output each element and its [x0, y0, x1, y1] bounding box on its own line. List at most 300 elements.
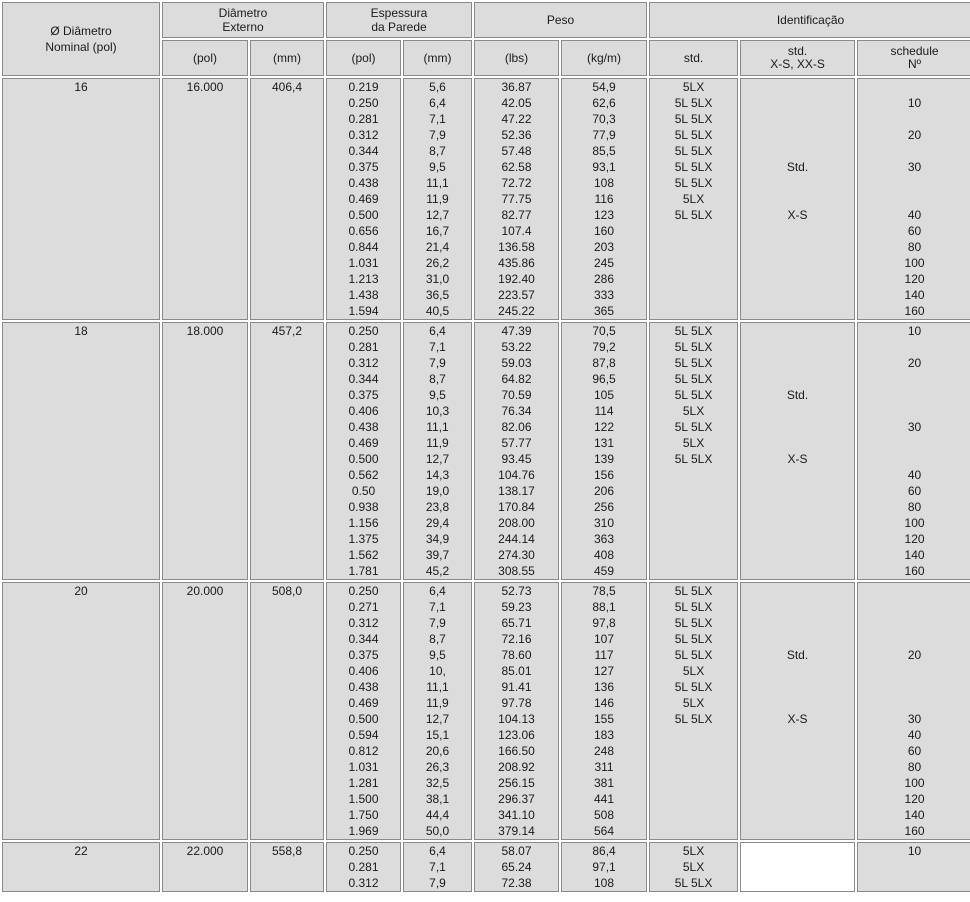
cell-value: 78,5	[592, 584, 616, 598]
cell-value: 72.38	[501, 876, 532, 890]
cell-value: 5LX	[682, 192, 705, 206]
cell-value: 408	[594, 548, 615, 562]
cell-value: 244.14	[498, 532, 535, 546]
cell-value	[650, 775, 737, 791]
cell-value: 5L 5LX	[674, 876, 713, 890]
cell-value	[650, 727, 737, 743]
cell-value: 0.344	[348, 372, 379, 386]
cell-value: 64.82	[501, 372, 532, 386]
cell-value: 341.10	[498, 808, 535, 822]
subheader-weight-lbs: (lbs)	[474, 40, 559, 76]
cell-value: 365	[594, 304, 615, 318]
cell-value	[741, 339, 854, 355]
cell-value: 50,0	[425, 824, 450, 838]
cell-value: 166.50	[498, 744, 535, 758]
cell-value: 1.375	[348, 532, 379, 546]
cell-value: 80	[907, 240, 922, 254]
cell-value: 85.01	[501, 664, 532, 678]
cell-value: 155	[594, 712, 615, 726]
cell-value: 58.07	[501, 844, 532, 858]
cell-value	[858, 435, 970, 451]
cell-value: 0.812	[348, 744, 379, 758]
cell-value: 0.312	[348, 356, 379, 370]
cell-value: 20	[907, 648, 922, 662]
cell-value: 114	[594, 404, 614, 418]
cell-value: 76.34	[501, 404, 532, 418]
cell-value: 0.250	[348, 96, 379, 110]
cell-value: 120	[904, 272, 925, 286]
table-row	[2, 322, 970, 580]
cell-value	[650, 271, 737, 287]
cell-value	[858, 631, 970, 647]
cell-value	[650, 255, 737, 271]
cell-value: 5L 5LX	[674, 388, 713, 402]
weight-lbs-values	[474, 582, 559, 840]
cell-value: 0.438	[348, 420, 379, 434]
header-external-diameter: Diâmetro Externo	[162, 2, 324, 38]
cell-value: 82.06	[501, 420, 532, 434]
cell-value: 77,9	[592, 128, 616, 142]
cell-value	[741, 759, 854, 775]
cell-value: 21,4	[425, 240, 450, 254]
cell-value: 96,5	[592, 372, 616, 386]
cell-value: 7,1	[429, 112, 446, 126]
weight-kgm-values	[561, 322, 647, 580]
cell-value	[741, 191, 854, 207]
cell-value	[650, 239, 737, 255]
cell-value: 1.213	[348, 272, 379, 286]
cell-value: 7,1	[429, 340, 446, 354]
cell-value: 5L 5LX	[674, 584, 713, 598]
cell-value: 11,9	[426, 696, 449, 710]
cell-value: 7,9	[429, 616, 446, 630]
cell-value: 70,5	[592, 324, 616, 338]
external-mm-cell: 457,2	[250, 322, 324, 580]
cell-value	[741, 515, 854, 531]
std-xs-values	[740, 78, 855, 320]
cell-value: 0.844	[348, 240, 379, 254]
cell-value: 0.406	[348, 664, 379, 678]
cell-value: 45,2	[425, 564, 450, 578]
cell-value	[741, 111, 854, 127]
cell-value: 5LX	[682, 404, 705, 418]
cell-value: 208.92	[498, 760, 535, 774]
cell-value: 0.375	[348, 160, 379, 174]
cell-value	[741, 371, 854, 387]
external-mm-cell: 406,4	[250, 78, 324, 320]
cell-value	[741, 631, 854, 647]
cell-value: 100	[904, 256, 925, 270]
cell-value: 39,7	[425, 548, 450, 562]
cell-value	[858, 143, 970, 159]
cell-value	[741, 403, 854, 419]
cell-value: 6,4	[429, 844, 446, 858]
header-weight: Peso	[474, 2, 647, 38]
cell-value	[858, 175, 970, 191]
cell-value: 156	[594, 468, 615, 482]
cell-value: 36.87	[501, 80, 532, 94]
cell-value	[741, 823, 854, 839]
cell-value	[858, 191, 970, 207]
cell-value: 0.271	[348, 600, 379, 614]
cell-value: 381	[594, 776, 615, 790]
cell-value: 0.50	[351, 484, 376, 498]
cell-value	[741, 583, 854, 599]
cell-value: 1.031	[348, 760, 379, 774]
cell-value: 0.594	[348, 728, 379, 742]
cell-value: 20	[907, 128, 922, 142]
cell-value: 122	[594, 420, 615, 434]
cell-value: 85,5	[592, 144, 616, 158]
cell-value: 223.57	[498, 288, 535, 302]
cell-value	[858, 111, 970, 127]
cell-value	[650, 807, 737, 823]
cell-value	[741, 531, 854, 547]
cell-value: 11,1	[426, 680, 449, 694]
cell-value: 160	[594, 224, 615, 238]
cell-value	[741, 807, 854, 823]
cell-value: 363	[594, 532, 615, 546]
cell-value: 47.22	[501, 112, 532, 126]
schedule-values	[857, 582, 970, 840]
cell-value: 26,3	[425, 760, 450, 774]
cell-value	[858, 79, 970, 95]
schedule-values	[857, 78, 970, 320]
cell-value: 30	[907, 160, 922, 174]
cell-value	[650, 515, 737, 531]
cell-value: 0.375	[348, 388, 379, 402]
external-mm-cell: 508,0	[250, 582, 324, 840]
cell-value: 1.969	[348, 824, 379, 838]
cell-value: 82.77	[501, 208, 532, 222]
cell-value: 62.58	[501, 160, 532, 174]
cell-value: 53.22	[501, 340, 532, 354]
cell-value: 5L 5LX	[674, 616, 713, 630]
cell-value: 140	[904, 808, 925, 822]
cell-value: 5L 5LX	[674, 144, 713, 158]
cell-value: 435.86	[498, 256, 535, 270]
cell-value: 116	[594, 192, 614, 206]
weight-lbs-values	[474, 322, 559, 580]
cell-value	[741, 547, 854, 563]
cell-value: 6,4	[429, 324, 446, 338]
cell-value: 10	[907, 844, 922, 858]
cell-value: 70.59	[501, 388, 532, 402]
thickness-pol-values	[326, 322, 401, 580]
cell-value: 5L 5LX	[674, 452, 713, 466]
subheader-thk-mm: (mm)	[403, 40, 472, 76]
cell-value: 23,8	[425, 500, 450, 514]
cell-value: 5L 5LX	[674, 372, 713, 386]
cell-value: 5L 5LX	[674, 712, 713, 726]
cell-value	[650, 823, 737, 839]
cell-value: 160	[904, 564, 925, 578]
subheader-weight-kgm: (kg/m)	[561, 40, 647, 76]
weight-lbs-values	[474, 842, 559, 892]
cell-value: 87,8	[592, 356, 616, 370]
cell-value: 138.17	[498, 484, 535, 498]
cell-value	[741, 875, 854, 891]
cell-value: 1.156	[348, 516, 379, 530]
cell-value: 40,5	[425, 304, 450, 318]
external-pol-cell: 22.000	[162, 842, 248, 892]
std-xs-values	[740, 322, 855, 580]
cell-value: 208.00	[498, 516, 535, 530]
cell-value	[741, 419, 854, 435]
thickness-mm-values	[403, 582, 472, 840]
cell-value: 97.78	[501, 696, 532, 710]
cell-value	[650, 791, 737, 807]
cell-value	[741, 499, 854, 515]
cell-value	[741, 271, 854, 287]
table-row	[2, 582, 970, 840]
cell-value: 1.281	[348, 776, 379, 790]
std-xs-values	[740, 842, 855, 892]
cell-value	[858, 695, 970, 711]
cell-value: 0.312	[348, 128, 379, 142]
cell-value: 10,3	[425, 404, 450, 418]
cell-value: 5L 5LX	[674, 112, 713, 126]
cell-value: 60	[907, 224, 922, 238]
cell-value	[741, 143, 854, 159]
cell-value: 100	[904, 516, 925, 530]
cell-value: 5L 5LX	[674, 632, 713, 646]
cell-value: 248	[594, 744, 615, 758]
cell-value	[741, 223, 854, 239]
cell-value: 1.781	[348, 564, 379, 578]
cell-value: 123	[594, 208, 615, 222]
cell-value	[650, 303, 737, 319]
cell-value: 311	[594, 760, 614, 774]
cell-value	[650, 287, 737, 303]
cell-value: 7,9	[429, 356, 446, 370]
cell-value: 72.16	[501, 632, 532, 646]
cell-value: 52.36	[501, 128, 532, 142]
cell-value: 10,	[429, 664, 446, 678]
cell-value	[650, 743, 737, 759]
cell-value: 6,4	[429, 584, 446, 598]
cell-value: 459	[594, 564, 615, 578]
cell-value: 0.250	[348, 844, 379, 858]
cell-value: 11,1	[426, 420, 449, 434]
cell-value: 9,5	[429, 388, 446, 402]
table-row	[2, 78, 970, 320]
cell-value: 107	[594, 632, 615, 646]
cell-value: 5L 5LX	[674, 324, 713, 338]
cell-value: 14,3	[425, 468, 450, 482]
cell-value: 379.14	[498, 824, 535, 838]
cell-value	[741, 727, 854, 743]
cell-value: 9,5	[429, 160, 446, 174]
cell-value: 564	[594, 824, 615, 838]
cell-value	[741, 79, 854, 95]
cell-value: 256	[594, 500, 615, 514]
cell-value: 86,4	[592, 844, 616, 858]
cell-value: 29,4	[425, 516, 450, 530]
cell-value: X-S	[787, 712, 808, 726]
cell-value: 5L 5LX	[674, 340, 713, 354]
cell-value	[650, 531, 737, 547]
thickness-mm-values	[403, 842, 472, 892]
cell-value	[741, 303, 854, 319]
cell-value: 206	[594, 484, 615, 498]
cell-value: 0.344	[348, 632, 379, 646]
cell-value: 160	[904, 304, 925, 318]
cell-value: 62,6	[592, 96, 616, 110]
cell-value: 123.06	[498, 728, 535, 742]
cell-value: 80	[907, 500, 922, 514]
cell-value: 203	[594, 240, 615, 254]
cell-value	[741, 483, 854, 499]
cell-value: 127	[594, 664, 615, 678]
cell-value: 1.438	[348, 288, 379, 302]
cell-value: 140	[904, 288, 925, 302]
external-pol-cell: 18.000	[162, 322, 248, 580]
cell-value: 5L 5LX	[674, 128, 713, 142]
thickness-mm-values	[403, 322, 472, 580]
cell-value: 38,1	[425, 792, 450, 806]
cell-value: 100	[904, 776, 925, 790]
cell-value: 78.60	[501, 648, 532, 662]
cell-value	[741, 95, 854, 111]
cell-value: 77.75	[501, 192, 532, 206]
external-pol-cell: 16.000	[162, 78, 248, 320]
cell-value: 139	[594, 452, 615, 466]
cell-value	[741, 323, 854, 339]
cell-value	[858, 339, 970, 355]
cell-value: 52.73	[501, 584, 532, 598]
cell-value: 0.438	[348, 680, 379, 694]
cell-value: 5LX	[682, 844, 705, 858]
cell-value: 104.76	[498, 468, 535, 482]
cell-value: 0.938	[348, 500, 379, 514]
cell-value: 0.500	[348, 452, 379, 466]
cell-value: 12,7	[425, 208, 450, 222]
nominal-diameter-cell: 16	[2, 78, 160, 320]
cell-value	[741, 695, 854, 711]
cell-value: 136	[594, 680, 615, 694]
cell-value: 5L 5LX	[674, 96, 713, 110]
cell-value: 59.23	[501, 600, 532, 614]
cell-value: 1.562	[348, 548, 379, 562]
cell-value	[741, 791, 854, 807]
cell-value: 8,7	[429, 372, 446, 386]
cell-value	[858, 859, 970, 875]
cell-value: 0.312	[348, 876, 379, 890]
subheader-std: std.	[649, 40, 738, 76]
cell-value: 0.344	[348, 144, 379, 158]
cell-value: 245.22	[498, 304, 535, 318]
cell-value: 5L 5LX	[674, 648, 713, 662]
cell-value	[741, 563, 854, 579]
cell-value: 60	[907, 744, 922, 758]
cell-value: 72.72	[501, 176, 532, 190]
cell-value	[741, 599, 854, 615]
cell-value: 0.438	[348, 176, 379, 190]
cell-value: Std.	[786, 388, 809, 402]
cell-value: 12,7	[425, 452, 450, 466]
cell-value	[858, 679, 970, 695]
cell-value: 0.469	[348, 436, 379, 450]
cell-value: 9,5	[429, 648, 446, 662]
thickness-pol-values	[326, 842, 401, 892]
cell-value: 310	[594, 516, 615, 530]
cell-value: 42.05	[501, 96, 532, 110]
cell-value: Std.	[786, 648, 809, 662]
cell-value: 20,6	[425, 744, 450, 758]
cell-value	[741, 467, 854, 483]
weight-kgm-values	[561, 582, 647, 840]
cell-value: 245	[594, 256, 615, 270]
cell-value: 19,0	[425, 484, 450, 498]
cell-value	[858, 451, 970, 467]
std-values	[649, 842, 738, 892]
cell-value	[858, 387, 970, 403]
cell-value: 26,2	[425, 256, 450, 270]
cell-value	[741, 859, 854, 875]
cell-value: 11,9	[426, 436, 449, 450]
cell-value	[650, 759, 737, 775]
header-row-main	[2, 2, 970, 38]
cell-value: Std.	[786, 160, 809, 174]
weight-kgm-values	[561, 842, 647, 892]
cell-value: 0.281	[348, 860, 379, 874]
cell-value: 5L 5LX	[674, 160, 713, 174]
cell-value	[650, 563, 737, 579]
subheader-ext-mm: (mm)	[250, 40, 324, 76]
cell-value	[741, 775, 854, 791]
cell-value: 0.500	[348, 712, 379, 726]
cell-value: 11,9	[426, 192, 449, 206]
cell-value: 1.031	[348, 256, 379, 270]
cell-value	[858, 371, 970, 387]
cell-value: 34,9	[425, 532, 450, 546]
std-xs-values	[740, 582, 855, 840]
cell-value: 0.219	[348, 80, 379, 94]
cell-value: 30	[907, 712, 922, 726]
cell-value: 88,1	[592, 600, 616, 614]
cell-value: 5L 5LX	[674, 176, 713, 190]
thickness-pol-values	[326, 78, 401, 320]
cell-value: 11,1	[426, 176, 449, 190]
cell-value: 5LX	[682, 860, 705, 874]
cell-value: 104.13	[498, 712, 535, 726]
cell-value: 108	[594, 176, 615, 190]
cell-value	[858, 403, 970, 419]
cell-value: 5L 5LX	[674, 420, 713, 434]
cell-value: 5L 5LX	[674, 356, 713, 370]
cell-value: 59.03	[501, 356, 532, 370]
cell-value: 40	[907, 468, 922, 482]
cell-value: 5L 5LX	[674, 208, 713, 222]
cell-value	[858, 615, 970, 631]
std-values	[649, 322, 738, 580]
subheader-ext-pol: (pol)	[162, 40, 248, 76]
cell-value: X-S	[787, 208, 808, 222]
cell-value: 47.39	[501, 324, 532, 338]
cell-value: 5LX	[682, 696, 705, 710]
cell-value: 6,4	[429, 96, 446, 110]
cell-value: 93,1	[592, 160, 616, 174]
cell-value: 1.750	[348, 808, 379, 822]
cell-value: 30	[907, 420, 922, 434]
cell-value	[741, 435, 854, 451]
cell-value: 286	[594, 272, 615, 286]
cell-value: 140	[904, 548, 925, 562]
cell-value: 5L 5LX	[674, 680, 713, 694]
cell-value: 40	[907, 208, 922, 222]
cell-value: 136.58	[498, 240, 535, 254]
